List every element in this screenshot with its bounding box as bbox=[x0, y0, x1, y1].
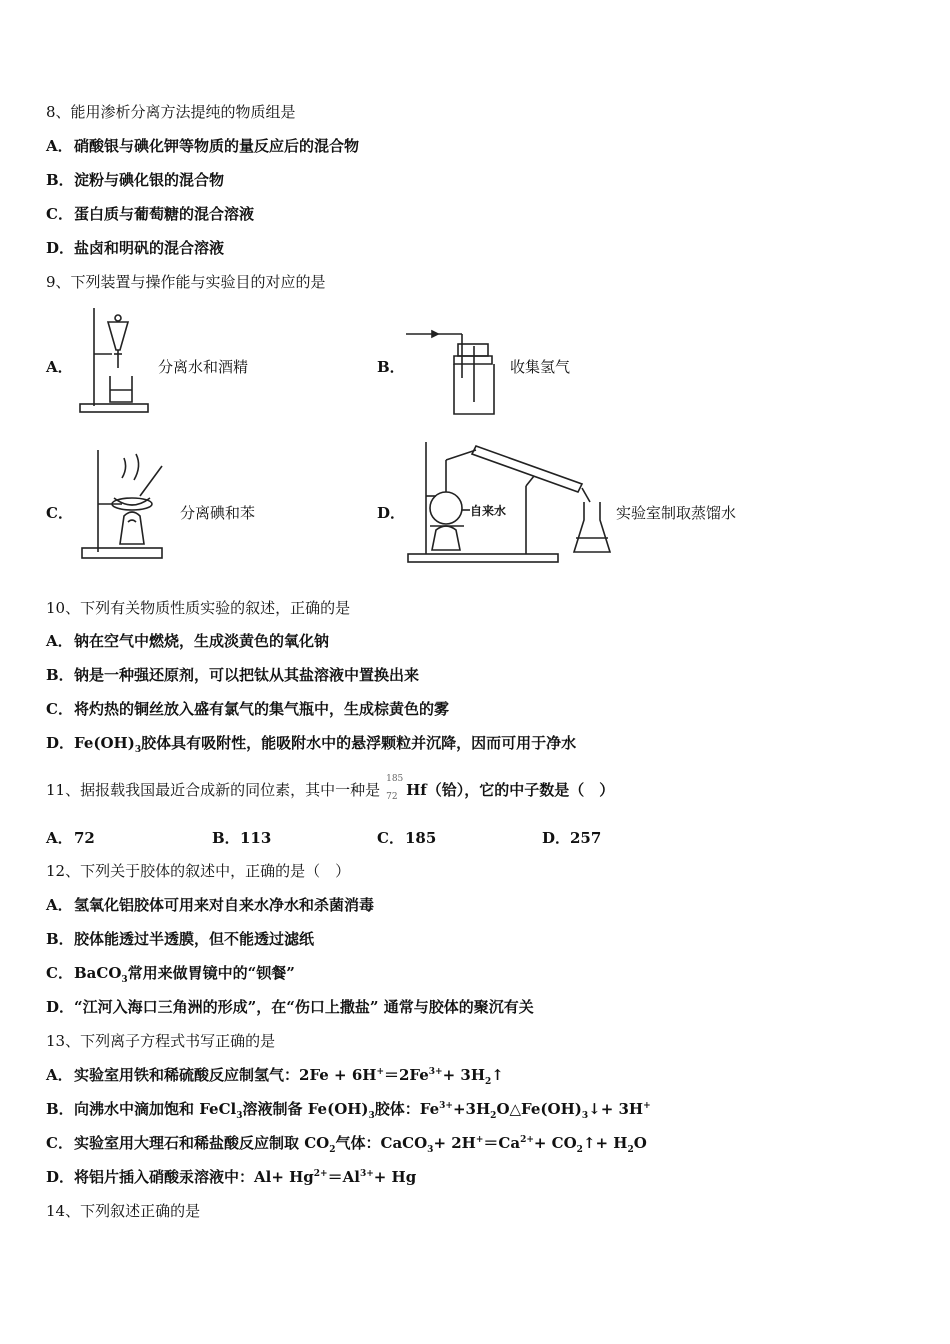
q10-option-c: C．将灼热的铜丝放入盛有氯气的集气瓶中，生成棕黄色的雾 bbox=[46, 700, 450, 718]
separatory-funnel-apparatus-icon bbox=[76, 306, 154, 416]
q9-stem: 9、下列装置与操作能与实验目的对应的是 bbox=[46, 273, 326, 291]
q11-stem: 11、据报载我国最近合成新的同位素，其中一种是 185 72 Hf（铪），它的中子数是（ ） bbox=[46, 774, 615, 802]
q11-option-d: D．257 bbox=[542, 829, 602, 847]
q10-stem: 10、下列有关物质性质实验的叙述，正确的是 bbox=[46, 599, 351, 617]
q8-stem: 8、能用渗析分离方法提纯的物质组是 bbox=[46, 103, 296, 121]
q12-option-c: C．BaCO$_3$常用来做胃镜中的“钡餐” bbox=[46, 964, 295, 985]
q12-stem: 12、下列关于胶体的叙述中，正确的是（ ） bbox=[46, 862, 351, 880]
q13-option-a: A．实验室用铁和稀硫酸反应制氢气：$2Fe + 6H^+=2Fe^{3+}+$ $3H_2↑$ bbox=[46, 1066, 504, 1087]
q13-option-b: B．向沸水中滴加饱和 FeCl$_3$溶液制备 $Fe(OH)_3$胶体：$Fe^{3+}+3H_2O\triangle Fe(OH)_3↓+ 3H^+$ bbox=[46, 1100, 651, 1121]
evaporation-apparatus-icon bbox=[78, 448, 168, 562]
isotope-notation: 185 72 bbox=[386, 774, 404, 802]
q11-option-b: B．113 bbox=[212, 829, 272, 847]
q12-option-b: B．胶体能透过半透膜，但不能透过滤纸 bbox=[46, 930, 315, 948]
q9-option-c-caption: 分离碘和苯 bbox=[180, 504, 256, 522]
q9-option-d-caption: 实验室制取蒸馏水 bbox=[616, 504, 737, 522]
gas-collection-bottle-icon bbox=[404, 322, 500, 418]
q9-option-d-inner-label: 自来水 bbox=[470, 504, 507, 518]
q14-stem: 14、下列叙述正确的是 bbox=[46, 1202, 201, 1220]
q8-option-d: D．盐卤和明矾的混合溶液 bbox=[46, 239, 225, 257]
q8-option-b: B．淀粉与碘化银的混合物 bbox=[46, 171, 225, 189]
q9-option-b-caption: 收集氢气 bbox=[510, 358, 571, 376]
q13-stem: 13、下列离子方程式书写正确的是 bbox=[46, 1032, 276, 1050]
q9-option-d-label: D． bbox=[377, 504, 406, 522]
q9-option-b-label: B． bbox=[377, 358, 405, 376]
distillation-apparatus-icon bbox=[406, 436, 616, 566]
q9-option-c-label: C． bbox=[46, 504, 73, 522]
q10-option-b: B．钠是一种强还原剂，可以把钛从其盐溶液中置换出来 bbox=[46, 666, 420, 684]
q10-option-a: A．钠在空气中燃烧，生成淡黄色的氧化钠 bbox=[46, 632, 330, 650]
q13-option-d: D．将铝片插入硝酸汞溶液中：$Al+ Hg^{2+}=Al^{3+}+ Hg$ bbox=[46, 1168, 417, 1186]
q11-option-c: C．185 bbox=[377, 829, 437, 847]
q12-option-d: D．“江河入海口三角洲的形成”，在“伤口上撒盐” 通常与胶体的聚沉有关 bbox=[46, 998, 534, 1016]
q13-option-c: C．实验室用大理石和稀盐酸反应制取 $CO_2$气体：CaCO$_3$+ $2H^+=Ca^{2+}+$ $CO_2↑+ H_2O$ bbox=[46, 1134, 647, 1155]
q8-option-c: C．蛋白质与葡萄糖的混合溶液 bbox=[46, 205, 255, 223]
q9-option-a-label: A． bbox=[46, 358, 73, 376]
q8-option-a: A．硝酸银与碘化钾等物质的量反应后的混合物 bbox=[46, 137, 360, 155]
q12-option-a: A．氢氧化铝胶体可用来对自来水净水和杀菌消毒 bbox=[46, 896, 375, 914]
q10-option-d: D．$Fe(OH)_3$胶体具有吸附性，能吸附水中的悬浮颗粒并沉降，因而可用于净水 bbox=[46, 734, 577, 755]
q9-option-a-caption: 分离水和酒精 bbox=[158, 358, 249, 376]
q11-option-a: A．72 bbox=[46, 829, 95, 847]
